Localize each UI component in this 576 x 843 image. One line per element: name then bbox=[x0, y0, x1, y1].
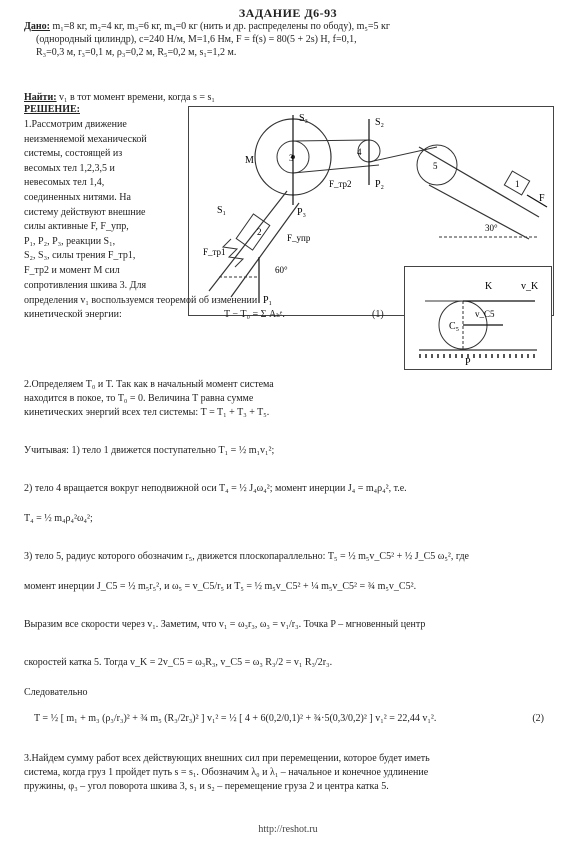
column-line: силы активные F, F_упр, bbox=[24, 221, 129, 233]
step3-line: 3.Найдем сумму работ всех действующих внешних сил при перемещении, которое будет иметь bbox=[24, 753, 430, 764]
step2-line: находится в покое, то T₀ = 0. Величина T равна сумме bbox=[24, 393, 254, 404]
label-n2: 2 bbox=[257, 227, 262, 237]
footer-url: http://reshot.ru bbox=[258, 824, 318, 835]
label-vk: v_K bbox=[521, 281, 539, 292]
label-p2: P₂ bbox=[375, 179, 385, 190]
column-line: неизменяемой механической bbox=[24, 133, 147, 145]
body-line-2b: T₄ = ½ m₄ρ₄²ω₄²; bbox=[24, 513, 93, 524]
column-line: F_тр2 и момент M сил bbox=[24, 264, 120, 276]
label-f: F bbox=[539, 193, 545, 204]
solution-header: РЕШЕНИЕ: bbox=[24, 104, 80, 115]
label-ftr1: F_тр1 bbox=[203, 247, 226, 257]
body-line-4a: Выразим все скорости через v₁. Заметим, что v₁ = ω₃r₃, ω₃ = v₁/r₃. Точка P – мгновенный центр bbox=[24, 619, 426, 630]
step1-tail bbox=[24, 294, 394, 322]
label-n3: 3 bbox=[289, 153, 294, 163]
label-s2: S₂ bbox=[375, 117, 385, 128]
given-line-1: m₁=8 кг, m₂=4 кг, m₃=6 кг, m₄=0 кг (нить и др. распределены по ободу), m₅=5 кг bbox=[52, 21, 390, 32]
step2-line: 2.Определяем T₀ и T. Так как в начальный момент система bbox=[24, 379, 274, 390]
body-line-5: Следовательно bbox=[24, 687, 88, 698]
label-p3: P₃ bbox=[297, 207, 307, 218]
column-line: системы, состоящей из bbox=[24, 148, 123, 160]
find-block bbox=[24, 92, 215, 103]
column-line: соединенных нитями. На bbox=[24, 191, 131, 203]
body-line-2a: 2) тело 4 вращается вокруг неподвижной оси T₄ = ½ J₄ω₄²; момент инерции J₄ = m₄ρ₄², т.е. bbox=[24, 483, 407, 494]
cable-top bbox=[293, 140, 369, 141]
column-line: весомых тел 1,2,3,5 и bbox=[24, 162, 115, 174]
label-vc: v_C5 bbox=[475, 309, 495, 319]
step1-number: (1) bbox=[372, 309, 384, 320]
step2-line: кинетических энергий всех тел системы: T = T₁ + T₃ + T₅. bbox=[24, 407, 270, 418]
step1-formula-row bbox=[24, 308, 394, 322]
step1-line2: кинетической энергии: bbox=[24, 309, 122, 320]
page-title: ЗАДАНИЕ Д6-93 bbox=[238, 6, 338, 20]
given-block bbox=[24, 20, 554, 59]
label-ftr2: F_тр2 bbox=[329, 179, 352, 189]
slope-bottom bbox=[429, 185, 529, 239]
body-line-3b: момент инерции J_C5 = ½ m₅r₅², и ω₅ = v_C5/r₅ и T₅ = ½ m₅v_C5² + ¼ m₅v_C5² = ¾ m₅v_C5². bbox=[24, 581, 417, 592]
big-formula-number: (2) bbox=[532, 713, 544, 724]
label-n5: 5 bbox=[433, 161, 438, 171]
label-angle: 30° bbox=[485, 223, 498, 233]
given-line-3: R₃=0,3 м, r₃=0,1 м, ρ₃=0,2 м, R₅=0,2 м, s₁=1,2 м. bbox=[36, 47, 237, 58]
roller-inset-diagram bbox=[404, 266, 552, 370]
find-text: v₁ в тот момент времени, когда s = s₁ bbox=[59, 92, 215, 103]
column-line: сопротивления шкива 3. Для bbox=[24, 279, 147, 291]
find-label: Найти: bbox=[24, 92, 57, 103]
column-line: 1.Рассмотрим движение bbox=[24, 119, 127, 130]
slope-top bbox=[419, 147, 539, 217]
inset-svg bbox=[405, 267, 551, 369]
step1-formula: T − T₀ = Σ Aₖᵉ. bbox=[224, 309, 285, 320]
body-line-1: Учитывая: 1) тело 1 движется поступательно T₁ = ½ m₁v₁²; bbox=[24, 445, 275, 456]
label-m: M bbox=[245, 155, 254, 166]
spring bbox=[223, 239, 243, 267]
label-fupr: F_упр bbox=[287, 233, 311, 243]
label-p: P bbox=[465, 357, 471, 368]
given-label: Дано: bbox=[24, 21, 50, 32]
body-line-4b: скоростей катка 5. Тогда v_K = 2v_C5 = ω₃R₃, v_C5 = ω₃ R₃/2 = v₁ R₃/2r₃. bbox=[24, 657, 333, 668]
solution-column bbox=[24, 118, 184, 293]
label-s3: S₃ bbox=[299, 113, 309, 124]
label-p1: P₁ bbox=[263, 295, 273, 306]
big-formula: T = ½ [ m₁ + m₃ (ρ₃/r₃)² + ¾ m₅ (R₃/2r₃)² ] v₁² = ½ [ 4 + 6(0,2/0,1)² + ¾·5(0,3/0,2)² ] v₁² = 22,44 v₁². bbox=[34, 713, 437, 724]
given-line-2: (однородный цилиндр), c=240 Н/м, M=1,6 Нм, F = f(s) = 80(5 + 2s) Н, f=0,1, bbox=[36, 34, 357, 45]
big-formula-row bbox=[24, 712, 544, 726]
label-angle2: 60° bbox=[275, 265, 288, 275]
step1-line: определения v₁ воспользуемся теоремой об изменении bbox=[24, 295, 258, 306]
label-n4: 4 bbox=[357, 147, 362, 157]
label-c5: C₅ bbox=[449, 321, 460, 332]
column-line: систему действуют внешние bbox=[24, 206, 146, 218]
step3-block bbox=[24, 752, 544, 794]
step2-block bbox=[24, 378, 544, 420]
column-line: P₁, P₂, P₃, реакции S₁, bbox=[24, 235, 116, 247]
body-line-3a: 3) тело 5, радиус которого обозначим r₅, движется плоскопараллельно: T₅ = ½ m₅v_C5² + ½ J_C5 ω₅², где bbox=[24, 551, 469, 562]
column-line: S₂, S₃, силы трения F_тр1, bbox=[24, 250, 136, 262]
label-k: K bbox=[485, 281, 493, 292]
step3-line: пружины, φ₃ – угол поворота шкива 3, s₁ и s₂ – перемещение груза 2 и центра катка 5. bbox=[24, 781, 389, 792]
step3-line: система, когда груз 1 пройдет путь s = s₁. Обозначим λ₀ и λ₁ – начальное и конечное удлинение bbox=[24, 767, 429, 778]
column-line: невесомых тел 1,4, bbox=[24, 177, 105, 189]
label-s1: S₁ bbox=[217, 205, 227, 216]
label-n1: 1 bbox=[515, 179, 520, 189]
